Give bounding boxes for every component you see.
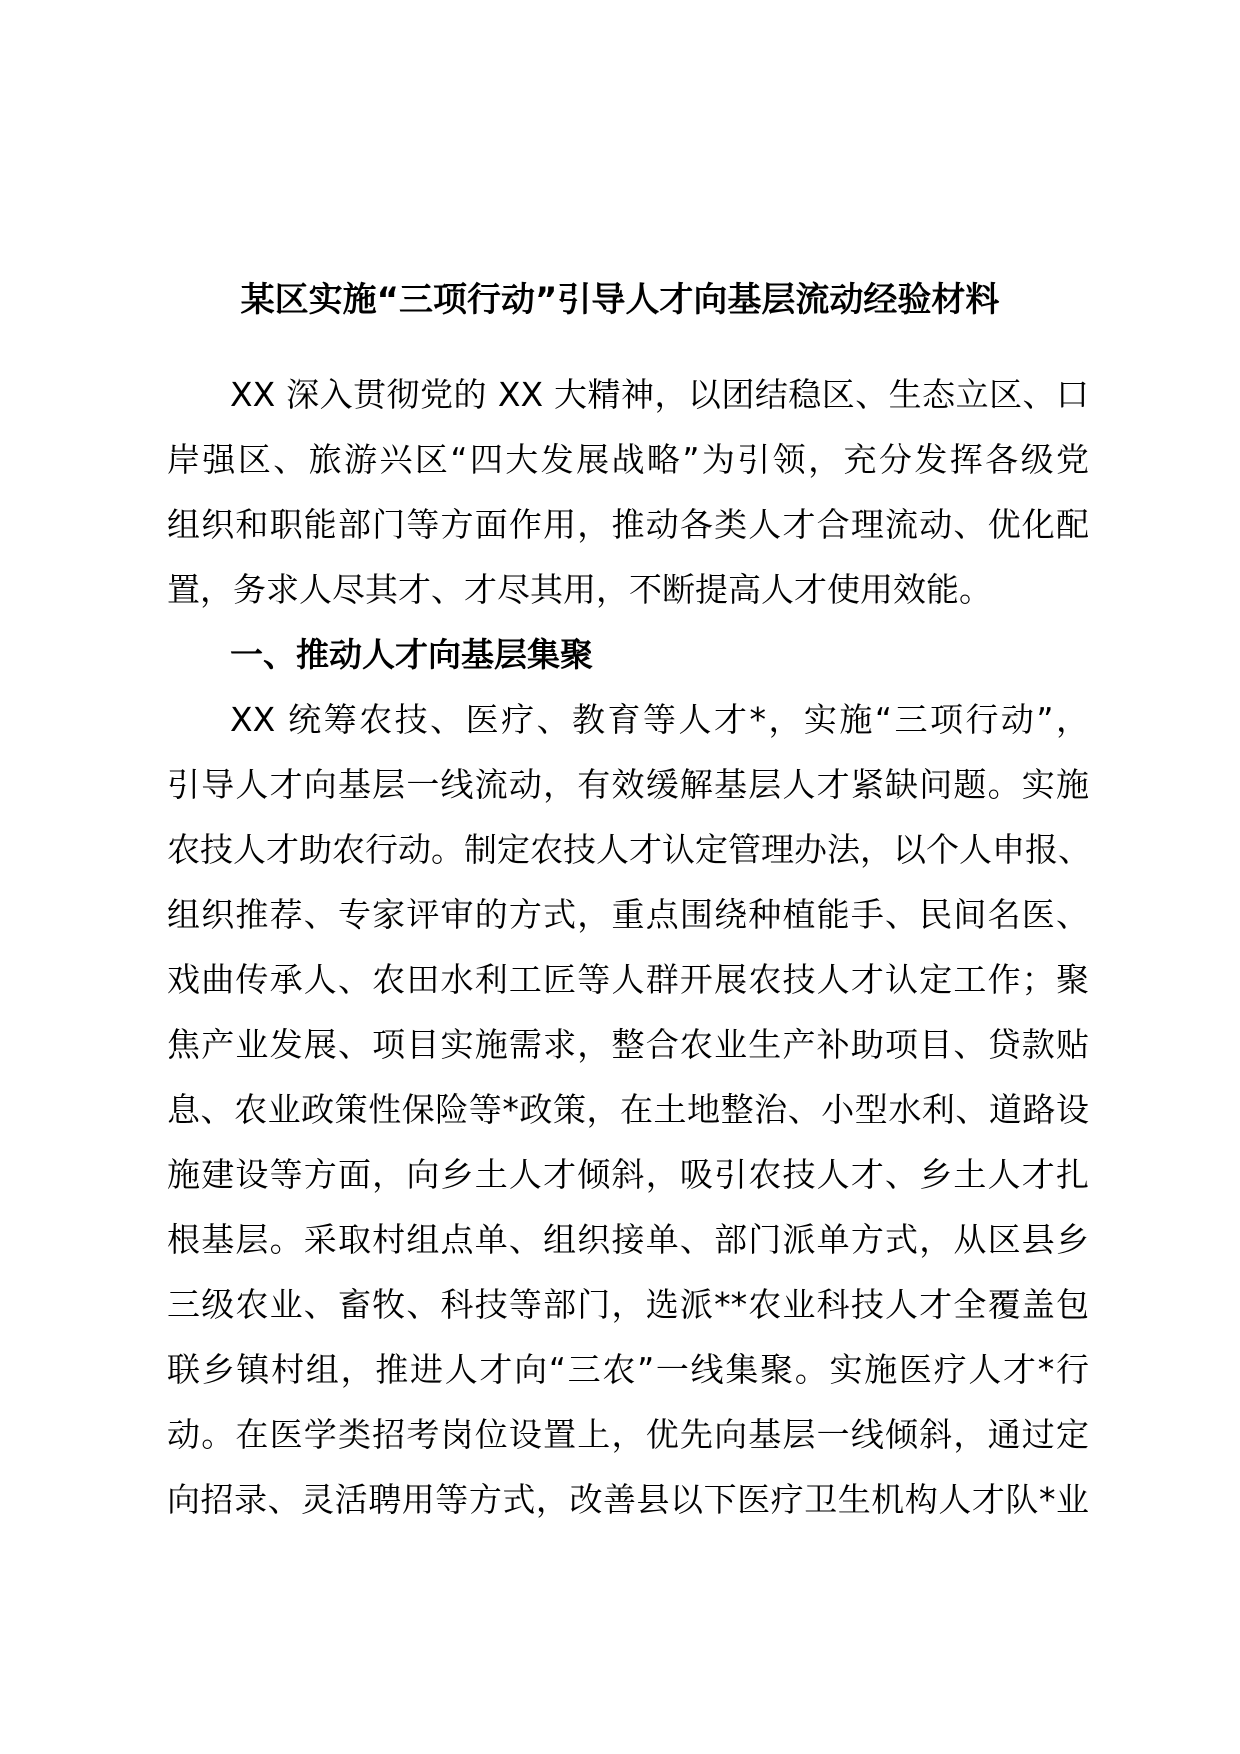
body-line-4: 组织推荐、专家评审的方式，重点围绕种植能手、民间名医、 <box>167 895 1089 934</box>
body-line-13: 向招录、灵活聘用等方式，改善县以下医疗卫生机构人才队*业 <box>167 1480 1089 1519</box>
section-heading: 一、推动人才向基层集聚 <box>230 635 593 674</box>
document-title: 某区实施“三项行动”引导人才向基层流动经验材料 <box>240 280 1000 320</box>
body-line-5: 戏曲传承人、农田水利工匠等人群开展农技人才认定工作；聚 <box>167 960 1089 999</box>
body-line-1: XX 统筹农技、医疗、教育等人才*，实施“三项行动”， <box>230 700 1089 739</box>
body-line-2: 引导人才向基层一线流动，有效缓解基层人才紧缺问题。实施 <box>167 765 1089 804</box>
body-line-11: 联乡镇村组，推进人才向“三农”一线集聚。实施医疗人才*行 <box>167 1350 1089 1389</box>
body-line-8: 施建设等方面，向乡土人才倾斜，吸引农技人才、乡土人才扎 <box>167 1155 1089 1194</box>
body-line-7: 息、农业政策性保险等*政策，在土地整治、小型水利、道路设 <box>167 1090 1089 1129</box>
body-line-6: 焦产业发展、项目实施需求，整合农业生产补助项目、贷款贴 <box>167 1025 1089 1064</box>
body-line-12: 动。在医学类招考岗位设置上，优先向基层一线倾斜，通过定 <box>167 1415 1089 1454</box>
intro-line-4: 置，务求人尽其才、才尽其用，不断提高人才使用效能。 <box>167 570 992 609</box>
intro-line-2: 岸强区、旅游兴区“四大发展战略”为引领，充分发挥各级党 <box>167 440 1089 479</box>
body-line-10: 三级农业、畜牧、科技等部门，选派**农业科技人才全覆盖包 <box>167 1285 1089 1324</box>
body-line-9: 根基层。采取村组点单、组织接单、部门派单方式，从区县乡 <box>167 1220 1089 1259</box>
body-line-3: 农技人才助农行动。制定农技人才认定管理办法，以个人申报、 <box>167 830 1091 869</box>
intro-line-3: 组织和职能部门等方面作用，推动各类人才合理流动、优化配 <box>167 505 1089 544</box>
intro-line-1: XX 深入贯彻党的 XX 大精神，以团结稳区、生态立区、口 <box>230 375 1089 414</box>
